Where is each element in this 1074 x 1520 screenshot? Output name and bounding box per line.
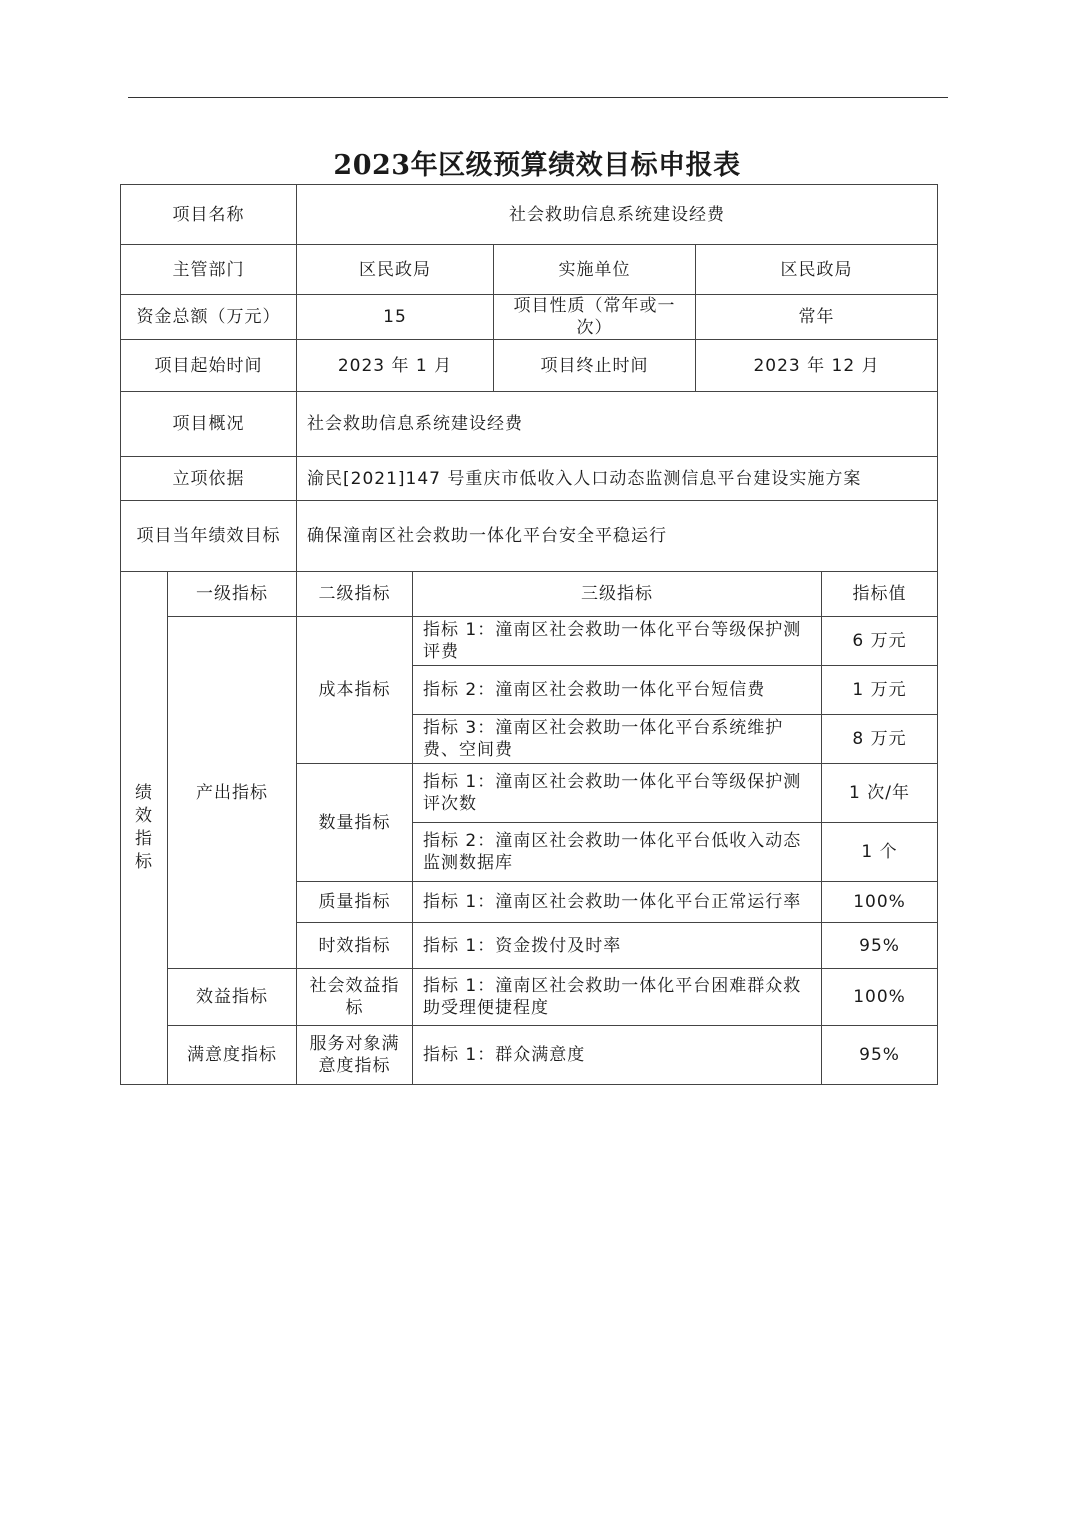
row-funds	[121, 295, 938, 340]
row-goal	[121, 501, 938, 572]
project-name-label: 项目名称	[121, 185, 297, 245]
header-level2: 二级指标	[297, 572, 413, 617]
basis-value: 渝民[2021]147 号重庆市低收入人口动态监测信息平台建设实施方案	[297, 457, 938, 501]
section-label: 绩效指标	[135, 783, 153, 872]
indicator-value: 100%	[822, 882, 938, 923]
indicator-row	[121, 969, 938, 1026]
end-label: 项目终止时间	[494, 340, 696, 392]
row-department	[121, 245, 938, 295]
quantity-label: 数量指标	[297, 764, 413, 882]
funds-label: 资金总额（万元）	[121, 295, 297, 340]
indicator-text: 指标 3：潼南区社会救助一体化平台系统维护费、空间费	[413, 715, 822, 764]
unit-label: 实施单位	[494, 245, 696, 295]
indicator-row	[121, 617, 938, 666]
satisfaction-label: 满意度指标	[168, 1026, 297, 1085]
indicator-text: 指标 1：群众满意度	[413, 1026, 822, 1085]
project-name-value: 社会救助信息系统建设经费	[297, 185, 938, 245]
indicator-text: 指标 1：潼南区社会救助一体化平台困难群众救助受理便捷程度	[413, 969, 822, 1026]
goal-value: 确保潼南区社会救助一体化平台安全平稳运行	[297, 501, 938, 572]
header-rule	[128, 97, 948, 98]
row-project-name	[121, 185, 938, 245]
row-period	[121, 340, 938, 392]
indicator-text: 指标 1：潼南区社会救助一体化平台等级保护测评费	[413, 617, 822, 666]
indicator-value: 1 万元	[822, 666, 938, 715]
nature-label: 项目性质（常年或一次）	[494, 295, 696, 340]
benefit-label: 效益指标	[168, 969, 297, 1026]
start-value: 2023 年 1 月	[297, 340, 494, 392]
timeliness-label: 时效指标	[297, 923, 413, 969]
indicator-value: 95%	[822, 923, 938, 969]
section-label-cell	[121, 572, 168, 1085]
indicator-text: 指标 1：资金拨付及时率	[413, 923, 822, 969]
funds-value: 15	[297, 295, 494, 340]
nature-value: 常年	[696, 295, 938, 340]
social-benefit-label: 社会效益指标	[297, 969, 413, 1026]
dept-label: 主管部门	[121, 245, 297, 295]
indicator-row	[121, 1026, 938, 1085]
header-value: 指标值	[822, 572, 938, 617]
basis-label: 立项依据	[121, 457, 297, 501]
cost-label: 成本指标	[297, 617, 413, 764]
indicator-value: 100%	[822, 969, 938, 1026]
indicator-text: 指标 1：潼南区社会救助一体化平台等级保护测评次数	[413, 764, 822, 823]
goal-label: 项目当年绩效目标	[121, 501, 297, 572]
indicator-value: 1 个	[822, 823, 938, 882]
end-value: 2023 年 12 月	[696, 340, 938, 392]
header-level1: 一级指标	[168, 572, 297, 617]
service-satisfaction-label: 服务对象满意度指标	[297, 1026, 413, 1085]
indicator-text: 指标 2：潼南区社会救助一体化平台短信费	[413, 666, 822, 715]
overview-value: 社会救助信息系统建设经费	[297, 392, 938, 457]
indicator-value: 6 万元	[822, 617, 938, 666]
start-label: 项目起始时间	[121, 340, 297, 392]
quality-label: 质量指标	[297, 882, 413, 923]
output-label: 产出指标	[168, 617, 297, 969]
indicator-value: 95%	[822, 1026, 938, 1085]
indicator-value: 1 次/年	[822, 764, 938, 823]
indicator-text: 指标 1：潼南区社会救助一体化平台正常运行率	[413, 882, 822, 923]
unit-value: 区民政局	[696, 245, 938, 295]
indicator-text: 指标 2：潼南区社会救助一体化平台低收入动态监测数据库	[413, 823, 822, 882]
budget-form-table	[120, 184, 938, 1085]
dept-value: 区民政局	[297, 245, 494, 295]
header-level3: 三级指标	[413, 572, 822, 617]
indicator-value: 8 万元	[822, 715, 938, 764]
page-title: 2023年区级预算绩效目标申报表	[333, 150, 741, 181]
overview-label: 项目概况	[121, 392, 297, 457]
row-overview	[121, 392, 938, 457]
row-basis	[121, 457, 938, 501]
indicator-header-row	[121, 572, 938, 617]
